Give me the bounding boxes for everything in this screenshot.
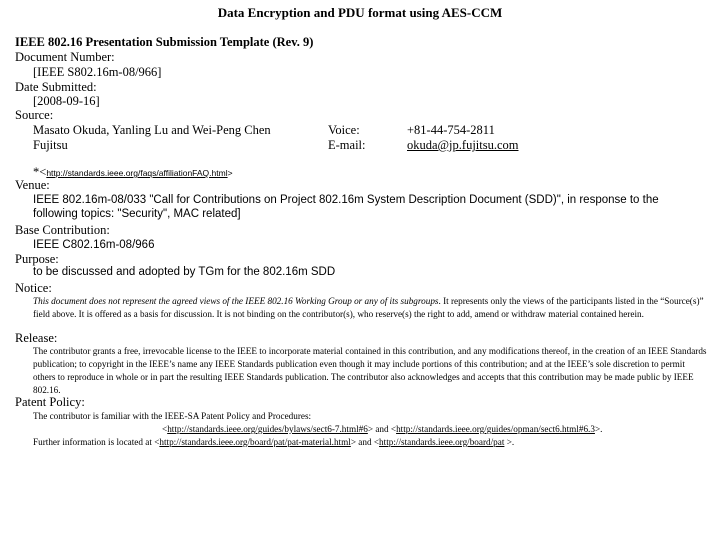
affiliation-suffix: > (227, 168, 233, 178)
email-label: E-mail: (328, 138, 366, 152)
link1-prefix: < (162, 424, 168, 434)
purpose-value: to be discussed and adopted by TGm for the 802.16m SDD (33, 266, 336, 278)
patent-policy-line-1: The contributor is familiar with the IEEE-SA Patent Policy and Procedures: (33, 411, 312, 421)
base-contribution-value: IEEE C802.16m-08/966 (33, 239, 155, 251)
link4-suffix: >. (504, 437, 515, 447)
base-contribution-label: Base Contribution: (15, 223, 110, 237)
date-submitted-value: [2008-09-16] (33, 94, 100, 108)
affiliation-faq-link[interactable]: http://standards.ieee.org/faqs/affiliationFAQ.html (46, 168, 228, 178)
venue-label: Venue: (15, 178, 50, 192)
voice-label: Voice: (328, 123, 360, 137)
patent-policy-label: Patent Policy: (15, 395, 85, 409)
notice-rest: . It represents only the views of the participants listed in the “Source(s)” field above. It is offered as a basis for discussion. It is not binding on the contributor(s), who reserve(s) the right to add, amend or withdraw material contained herein. (33, 296, 704, 319)
document-number-value (33, 65, 161, 80)
pat-board-link[interactable]: http://standards.ieee.org/board/pat (379, 437, 505, 447)
email-value-wrap (407, 138, 519, 153)
link1-mid: > and < (367, 424, 397, 434)
notice-italic: This document does not represent the agreed views of the IEEE 802.16 Working Group or any of its subgroups (33, 296, 439, 306)
affiliation-prefix: *< (33, 165, 47, 179)
venue-line-2: following topics: "Security", MAC related] (33, 208, 241, 220)
source-company: Fujitsu (33, 138, 68, 152)
release-label: Release: (15, 331, 58, 345)
bylaws-link[interactable]: http://standards.ieee.org/guides/bylaws/sect6-7.html#6 (167, 424, 368, 434)
link2-suffix: >. (594, 424, 603, 434)
email-link[interactable]: okuda@jp.fujitsu.com (407, 138, 519, 152)
affiliation-line (33, 165, 233, 180)
link3-mid: > and < (350, 437, 380, 447)
purpose-label: Purpose: (15, 252, 59, 266)
patent-policy-line-3 (33, 436, 514, 449)
document-number-label: Document Number: (15, 50, 115, 64)
pat-material-link[interactable]: http://standards.ieee.org/board/pat/pat-material.html (159, 437, 351, 447)
patent-policy-line-2 (162, 423, 602, 436)
source-authors: Masato Okuda, Yanling Lu and Wei-Peng Chen (33, 123, 271, 137)
line3-prefix: Further information is located at < (33, 437, 160, 447)
date-submitted-label: Date Submitted: (15, 80, 97, 94)
voice-value: +81-44-754-2811 (407, 123, 495, 137)
document-number-text: IEEE S802.16m-08/966] (37, 65, 162, 79)
venue-line-1: IEEE 802.16m-08/033 "Call for Contributions on Project 802.16m System Description Document (SDD)", in response to the (33, 194, 659, 206)
page-title: Data Encryption and PDU format using AES-CCM (217, 5, 503, 20)
source-label: Source: (15, 108, 54, 122)
notice-label: Notice: (15, 281, 52, 295)
notice-text (33, 295, 707, 321)
template-heading: IEEE 802.16 Presentation Submission Template (Rev. 9) (15, 35, 314, 49)
release-text: The contributor grants a free, irrevocable license to the IEEE to incorporate material contained in this contribution, and any modifications thereof, in the creation of an IEEE Standards publication; to copyright in the IEEE’s name any IEEE Standards publication even though it may include portions of this contribution; and at the IEEE’s sole discretion to permit others to reproduce in whole or in part the resulting IEEE Standards publication. The contributor also acknowledges and accepts that this contribution may be made public by IEEE 802.16. (33, 346, 707, 395)
opman-link[interactable]: http://standards.ieee.org/guides/opman/sect6.html#6.3 (396, 424, 595, 434)
document-number-bracket: [ (33, 65, 38, 79)
